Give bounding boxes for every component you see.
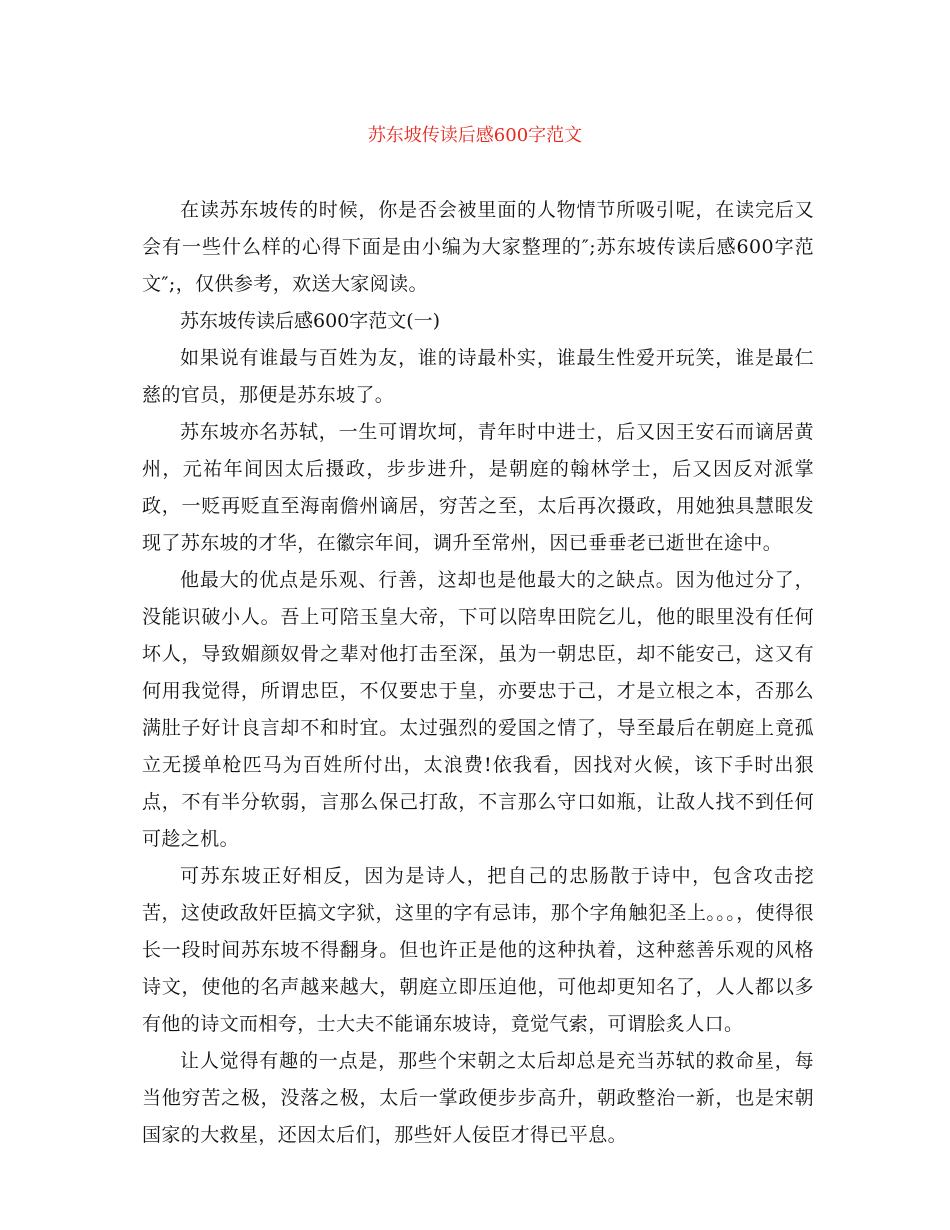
- paragraph-4: 可苏东坡正好相反，因为是诗人，把自己的忠肠散于诗中，包含攻击挖苦，这使政敌奸臣搞文字狱，这里的字有忌讳，那个字角触犯圣上。。。，使得很长一段时间苏东坡不得翻身。但也许正是他的这种执着，这种慈善乐观的风格诗文，使他的名声越来越大，朝庭立即压迫他，可他却更知名了，人人都以多有他的诗文而相夸，士大夫不能诵东坡诗，竟觉气索，可谓脍炙人口。: [142, 865, 814, 1035]
- document-title: 苏东坡传读后感600字范文: [367, 125, 583, 146]
- paragraph-2: 苏东坡亦名苏轼，一生可谓坎坷，青年时中进士，后又因王安石而谪居黄州，元祐年间因太后摄政，步步进升，是朝庭的翰林学士，后又因反对派掌政，一贬再贬直至海南儋州谪居，穷苦之至，太后再次摄政，用她独具慧眼发现了苏东坡的才华，在徽宗年间，调升至常州，因已垂垂老已逝世在途中。: [142, 421, 814, 554]
- paragraph-intro: 在读苏东坡传的时候，你是否会被里面的人物情节所吸引呢，在读完后又会有一些什么样的心得下面是由小编为大家整理的″;苏东坡传读后感600字范文″;，仅供参考，欢送大家阅读。: [142, 199, 814, 295]
- paragraph-5: 让人觉得有趣的一点是，那些个宋朝之太后却总是充当苏轼的救命星，每当他穷苦之极，没落之极，太后一掌政便步步高升，朝政整治一新，也是宋朝国家的大救星，还因太后们，那些奸人佞臣才得已平息。: [142, 1050, 814, 1146]
- section-heading: 苏东坡传读后感600字范文(一): [180, 310, 441, 332]
- document-body: [142, 192, 814, 1154]
- paragraph-1: 如果说有谁最与百姓为友，谁的诗最朴实，谁最生性爱开玩笑，谁是最仁慈的官员，那便是苏东坡了。: [142, 347, 814, 406]
- paragraph-3: 他最大的优点是乐观、行善，这却也是他最大的之缺点。因为他过分了，没能识破小人。吾上可陪玉皇大帝，下可以陪卑田院乞儿，他的眼里没有任何坏人，导致媚颜奴骨之辈对他打击至深，虽为一朝忠臣，却不能安己，这又有何用我觉得，所谓忠臣，不仅要忠于皇，亦要忠于己，才是立根之本，否那么满肚子好计良言却不和时宜。太过强烈的爱国之情了，导至最后在朝庭上竟孤立无援单枪匹马为百姓所付出，太浪费!依我看，因找对火候，该下手时出狠点，不有半分软弱，言那么保己打敌，不言那么守口如瓶，让敌人找不到任何可趁之机。: [142, 569, 814, 850]
